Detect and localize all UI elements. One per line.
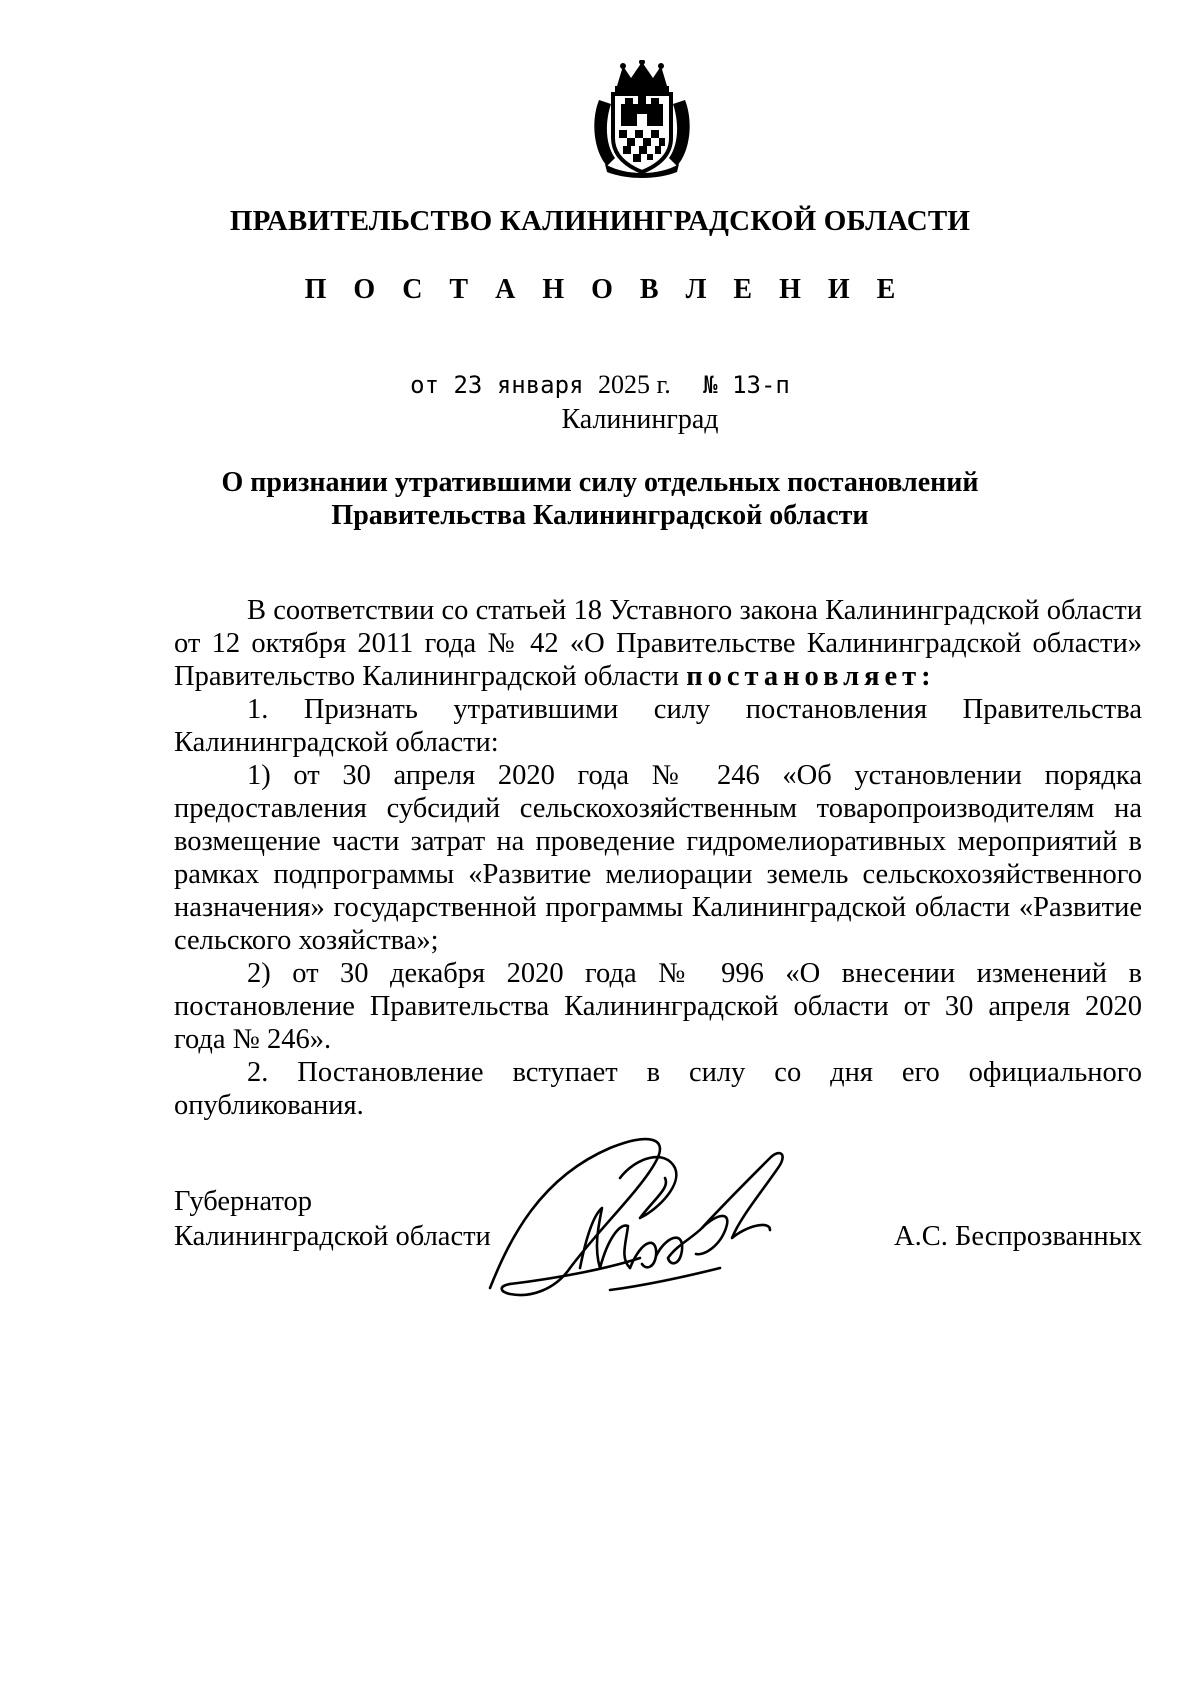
signatory-position [174,1184,491,1254]
signatory-name: А.С. Беспрозванных [894,1221,1142,1252]
date-prefix: от [410,371,440,399]
item-1-2: 2) от 30 декабря 2020 года № 996 «О внесении изменений в постановление Правительства Калининградской области от 30 апреля 2020 года № 246». [174,958,1142,1055]
document-heading [0,466,1200,532]
preamble-text: В соответствии со статьей 18 Уставного закона Калининградской области от 12 октября 2011 года № 42 «О Правительстве Калининградской области» Правительство Калининградской области [174,595,1142,692]
date-day-month: 23 января [453,371,584,399]
item-2: 2. Постановление вступает в силу со дня его официального опубликования. [174,1057,1142,1121]
document-date-line [0,370,1200,400]
date-year: 2025 г. [597,370,671,399]
preamble-paragraph [174,594,1142,693]
heading-line-2: Правительства Калининградской области [331,500,869,531]
organization-title: ПРАВИТЕЛЬСТВО КАЛИНИНГРАДСКОЙ ОБЛАСТИ [229,205,971,237]
resolves-word: постановляет: [686,661,936,692]
document-number: № 13-п [703,371,790,399]
document-body [174,594,1142,1122]
handwritten-signature-icon [470,1118,850,1308]
kaliningrad-coat-of-arms-icon [585,60,699,178]
position-line-2: Калининградской области [174,1221,491,1252]
document-city: Калининград [561,404,719,435]
item-1: 1. Признать утратившими силу постановления Правительства Калининградской области: [174,694,1142,758]
heading-line-1: О признании утратившими силу отдельных постановлений [221,467,979,498]
position-line-1: Губернатор [174,1186,313,1217]
item-1-1: 1) от 30 апреля 2020 года № 246 «Об установлении порядка предоставления субсидий сельскохозяйственным товаропроизводителям на возмещение части затрат на проведение гидромелиоративных мероприятий в рамках подпрограммы «Развитие мелиорации земель сельскохозяйственного назначения» государственной программы Калининградской области «Развитие сельского хозяйства»; [174,760,1142,956]
document-type: П О С Т А Н О В Л Е Н И Е [304,274,906,305]
